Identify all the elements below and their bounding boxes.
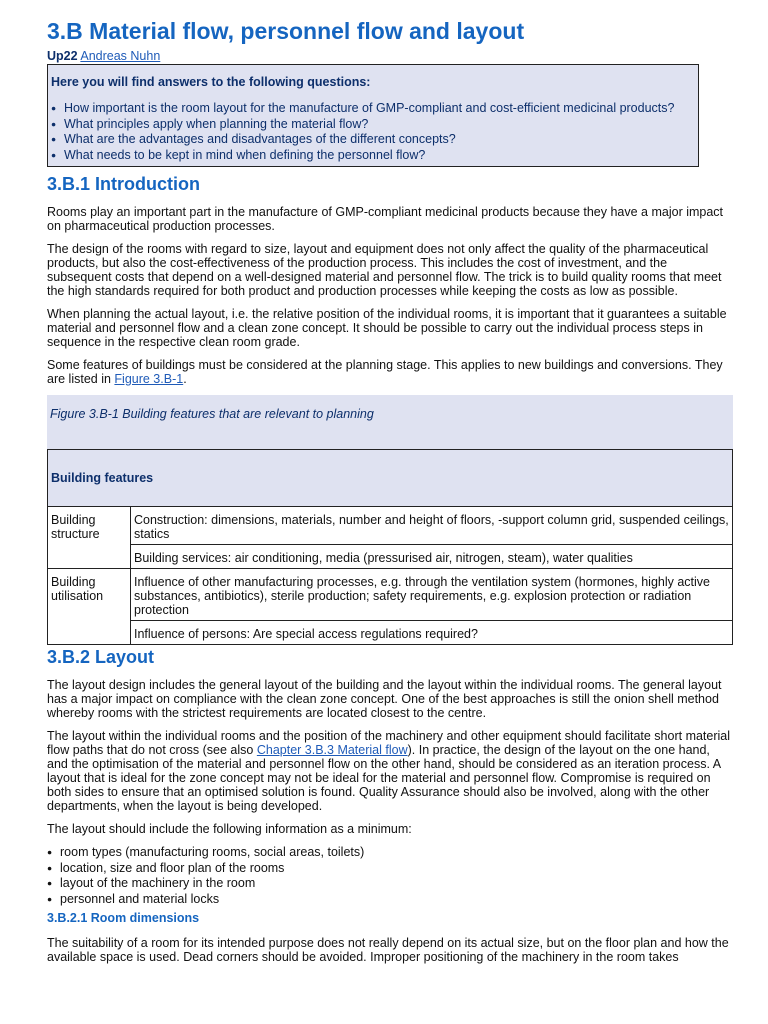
questions-title: Here you will find answers to the following questions: xyxy=(51,75,371,89)
author-link[interactable]: Andreas Nuhn xyxy=(80,49,161,63)
intro-paragraph-1: Rooms play an important part in the manufacture of GMP-compliant medicinal products because they have a major impact on pharmaceutical production processes. xyxy=(47,205,724,233)
list-item: ● personnel and material locks xyxy=(47,892,733,908)
list-item: ● layout of the machinery in the room xyxy=(47,876,733,892)
section-heading-layout: 3.B.2 Layout xyxy=(47,647,155,667)
figure-link[interactable]: Figure 3.B-1 xyxy=(114,372,184,386)
table-header: Building features xyxy=(48,450,733,507)
question-item: ● What are the advantages and disadvantages of the different concepts? xyxy=(51,132,698,148)
table-cell: Construction: dimensions, materials, number and height of floors, -support column grid, suspended ceilings, statics xyxy=(131,507,733,545)
questions-box xyxy=(47,64,699,167)
question-item: ● What needs to be kept in mind when defining the personnel flow? xyxy=(51,148,698,164)
layout-paragraph-2 xyxy=(47,729,733,813)
update-label: Up22 xyxy=(47,49,78,63)
table-group-label: Building utilisation xyxy=(48,569,131,645)
layout-paragraph-4: The suitability of a room for its intended purpose does not really depend on its actual size, but on the floor plan and how the available space is used. Dead corners should be avoided. Improper positioning of the machinery in the room takes xyxy=(47,936,729,964)
document-content xyxy=(47,17,733,973)
questions-list xyxy=(51,101,698,163)
table-cell: Influence of other manufacturing processes, e.g. through the ventilation system (hormones, highly active substances, antibiotics), sterile production; safety requirements, e.g. explosion protection or radiation protection xyxy=(131,569,733,621)
chapter-link[interactable]: Chapter 3.B.3 Material flow xyxy=(256,743,408,757)
layout-p2-text: The layout within the individual rooms and the position of the machinery and other equipment should facilitate short material flow paths that do not cross (see also xyxy=(47,729,731,757)
question-item: ● What principles apply when planning the material flow? xyxy=(51,117,698,133)
layout-list xyxy=(47,845,733,907)
intro-p4-text: Some features of buildings must be considered at the planning stage. This applies to new buildings and conversions. They are listed in xyxy=(47,358,723,386)
intro-p4-end: . xyxy=(183,372,187,386)
intro-paragraph-3: When planning the actual layout, i.e. the relative position of the individual rooms, it is important that it guarantees a suitable material and personnel flow and a clean zone concept. It should be possible to carry out the individual process steps in sequence in the respective clean room grade. xyxy=(47,307,727,349)
page-title: 3.B Material flow, personnel flow and layout xyxy=(47,18,525,44)
list-item: ● location, size and floor plan of the rooms xyxy=(47,861,733,877)
sub-heading-room-dimensions: 3.B.2.1 Room dimensions xyxy=(47,911,200,925)
table-cell: Building services: air conditioning, media (pressurised air, nitrogen, steam), water qualities xyxy=(131,545,733,569)
table-row xyxy=(48,545,733,569)
section-heading-introduction: 3.B.1 Introduction xyxy=(47,174,200,194)
layout-paragraph-1: The layout design includes the general layout of the building and the layout within the individual rooms. The general layout has a major impact on compliance with the clean zone concept. One of the best approaches is still the onion shell method whereby rooms with the strictest requirements are located closest to the centre. xyxy=(47,678,722,720)
layout-p2-rest: ). In practice, the design of the layout on the one hand, and the optimisation of the material and personnel flow on the other hand, should be considered as an iteration process. A layout that is ideal for the zone concept may not be ideal for the material and personnel flow. Compromise is required on both sides to ensure that an optimised solution is found. Quality Assurance should also be involved, along with the other departments, when the layout is being developed. xyxy=(47,743,721,813)
intro-paragraph-4 xyxy=(47,358,733,386)
layout-paragraph-3: The layout should include the following information as a minimum: xyxy=(47,822,412,836)
table-cell: Influence of persons: Are special access regulations required? xyxy=(131,621,733,645)
table-row xyxy=(48,621,733,645)
figure-caption: Figure 3.B-1 Building features that are relevant to planning xyxy=(47,395,733,449)
building-features-table xyxy=(47,449,733,645)
table-row xyxy=(48,569,733,621)
intro-paragraph-2: The design of the rooms with regard to size, layout and equipment does not only affect the quality of the pharmaceutical products, but also the cost-effectiveness of the production process. This includes the cost of investment, and the subsequent costs that depend on a well-designed material and personnel flow. The trick is to build quality rooms that meet the high standards required for both product and production processes while keeping the costs as low as possible. xyxy=(47,242,722,298)
table-group-label: Building structure xyxy=(48,507,131,569)
list-item: ● room types (manufacturing rooms, social areas, toilets) xyxy=(47,845,733,861)
byline xyxy=(47,49,733,63)
table-header-row xyxy=(48,450,733,507)
question-item: ● How important is the room layout for the manufacture of GMP-compliant and cost-efficient medicinal products? xyxy=(51,101,698,117)
table-row xyxy=(48,507,733,545)
